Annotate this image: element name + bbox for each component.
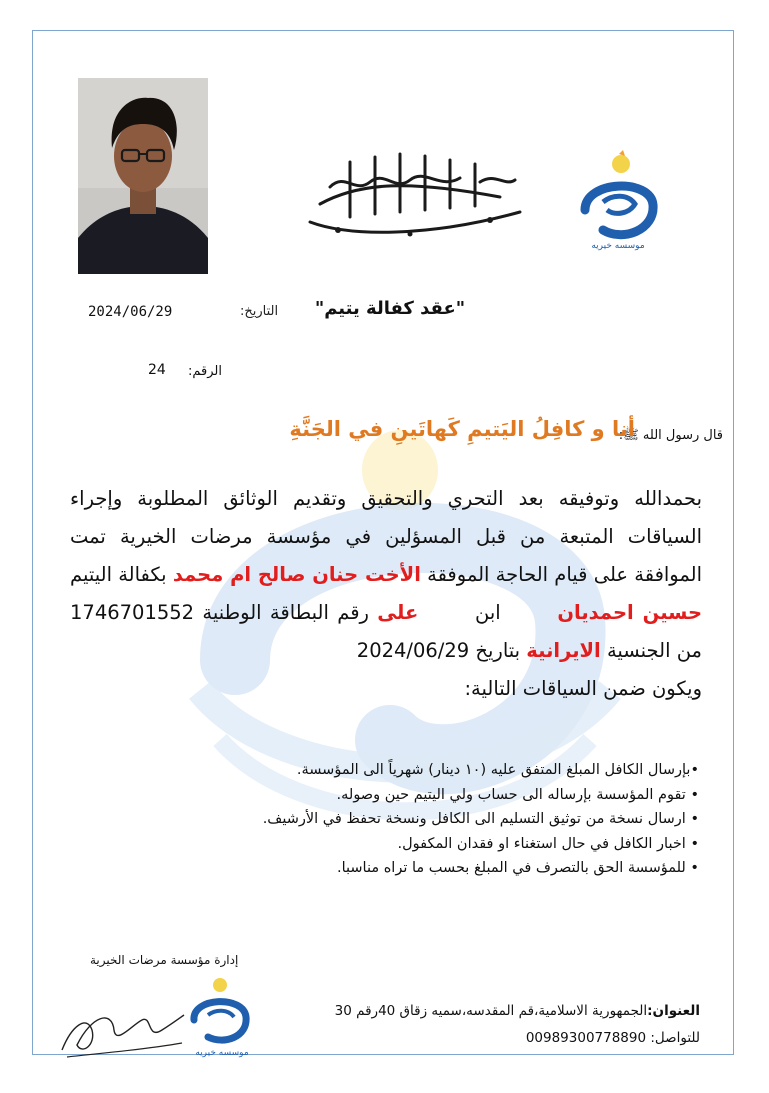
nationality: الايرانية xyxy=(526,639,601,662)
hadith-quote: أنا و كافِلُ اليَتيمِ كَهاتَينِ في الجَنَّةِ xyxy=(289,417,635,441)
address-value: الجمهورية الاسلامية،قم المقدسه،سميه زقاق 40رقم 30 xyxy=(334,1003,648,1019)
orphan-photo xyxy=(78,78,208,274)
issue-date-label: بتاريخ xyxy=(475,639,521,662)
id-label: رقم البطاقة الوطنية xyxy=(202,601,369,624)
body-intro: بحمدالله وتوفيقه بعد التحري والتحقيق وتقديم الوثائق المطلوبة وإجراء السياقات المتبعة من قبل المسؤلين في مؤسسة مرضات الخيرية تمت الموافقة على قيام الحاجة الموفقة xyxy=(70,487,703,586)
sponsor-name: الأخت حنان صالح ام محمد xyxy=(172,563,421,586)
number-label: الرقم: xyxy=(188,364,222,379)
contact-value: 00989300778890 xyxy=(525,1030,647,1046)
address-line xyxy=(280,1003,700,1019)
contract-title: "عقد كفالة يتيم" xyxy=(314,298,466,319)
charity-logo-icon xyxy=(573,150,663,255)
conditions-list xyxy=(59,758,699,881)
condition-item: • للمؤسسة الحق بالتصرف في المبلغ بحسب ما تراه مناسبا. xyxy=(336,860,699,876)
signature-icon xyxy=(52,995,192,1065)
father-name: على xyxy=(377,601,419,624)
id-number: 1746701552 xyxy=(70,601,195,624)
conditions-intro: ويكون ضمن السياقات التالية: xyxy=(464,677,702,700)
orphan-name: حسين احمديان xyxy=(557,601,703,624)
logo-caption: موسسه خيريه xyxy=(195,1048,249,1058)
condition-item: •بإرسال الكافل المبلغ المتفق عليه (١٠ دينار) شهرياً الى المؤسسة. xyxy=(296,762,699,778)
contact-label: للتواصل: xyxy=(650,1030,700,1046)
issue-date: 2024/06/29 xyxy=(356,639,470,662)
logo-caption: موسسه خيريه xyxy=(591,241,645,251)
condition-item: • تقوم المؤسسة بإرساله الى حساب ولي اليتيم حين وصوله. xyxy=(336,786,699,803)
admin-label: إدارة مؤسسة مرضات الخيرية xyxy=(90,953,239,967)
hadith-intro: قال رسول الله ﷺ: xyxy=(618,428,723,443)
condition-item: • اخبار الكافل في حال استغناء او فقدان المكفول. xyxy=(397,835,699,852)
contact-line xyxy=(280,1030,700,1046)
contract-body xyxy=(70,480,702,708)
charity-logo-bottom-icon xyxy=(182,975,262,1060)
basmala-calligraphy xyxy=(290,142,540,247)
son-of-label: ابن xyxy=(474,601,501,624)
date-value: 2024/06/29 xyxy=(88,304,173,320)
body-sponsorship: بكفالة اليتيم xyxy=(70,563,167,586)
address-label: العنوان: xyxy=(647,1003,700,1019)
nationality-label: من الجنسية xyxy=(606,639,702,662)
condition-item: • ارسال نسخة من توثيق التسليم الى الكافل ونسخة تحفظ في الأرشيف. xyxy=(262,811,699,827)
number-value: 24 xyxy=(148,362,166,378)
date-label: التاريخ: xyxy=(240,304,279,319)
